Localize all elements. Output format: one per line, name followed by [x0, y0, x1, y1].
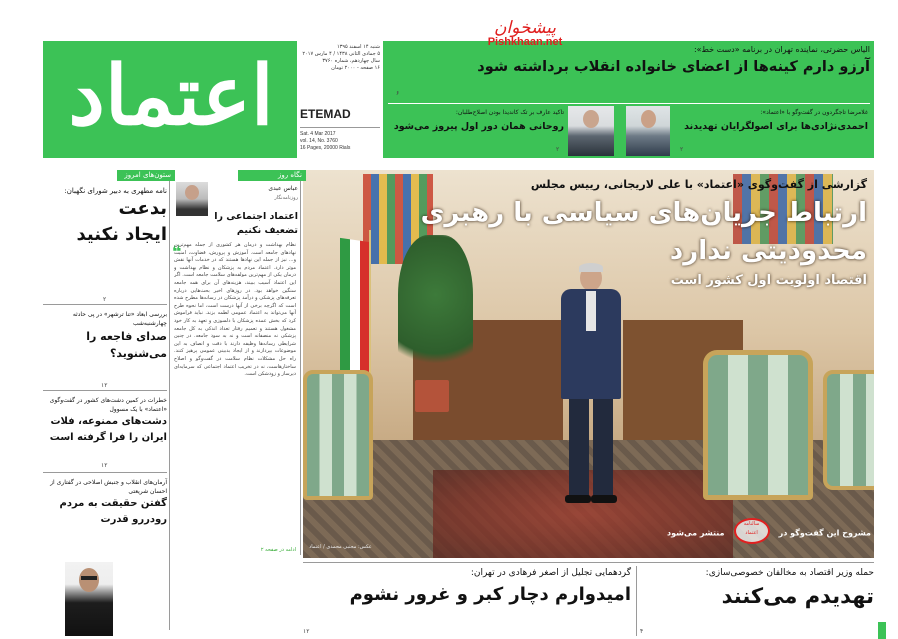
lead-caption	[603, 518, 871, 548]
left-item-4-headline-2: رودررو قدرت	[100, 514, 167, 525]
sub-story-right-headline: احمدی‌نژادی‌ها برای اصولگرایان تهدیدند	[684, 121, 868, 132]
yearbook-stamp	[734, 518, 770, 544]
sub-story-right[interactable]	[620, 104, 870, 156]
left-item-3-headline-1: دشت‌های ممنوعه، فلات	[50, 416, 167, 427]
armchair-left	[303, 370, 373, 500]
date-fa-4: ۱۶ صفحه - ۲۰۰۰ تومان	[331, 65, 380, 71]
lead-sub: اقتصاد اولویت اول کشور است	[670, 273, 867, 288]
opinion-tag: نگاه روز	[238, 170, 306, 181]
logo-text: اعتماد	[68, 48, 274, 144]
author-role: روزنامه‌نگار	[274, 195, 298, 201]
left-divider-1	[43, 304, 167, 305]
sub-story-right-page: ۲	[680, 146, 684, 153]
left-item-2[interactable]	[43, 310, 167, 380]
left-item-1-page: ۲	[103, 296, 107, 303]
left-item-1-headline-2: ایجاد نکنید	[76, 224, 167, 245]
lead-kicker: گزارشی از گفت‌وگوی «اعتماد» با علی لاریجانی، رییس مجلس	[530, 178, 867, 191]
opinion-column[interactable]	[172, 170, 302, 558]
iran-flag	[340, 238, 370, 382]
newspaper-logo	[48, 36, 294, 156]
top-story-kicker: الیاس حضرتی، نماینده تهران در برنامه «دست خط»:	[693, 45, 870, 54]
watermark-en: Pishkhaan.net	[487, 36, 563, 48]
left-item-2-page: ۱۲	[101, 382, 108, 389]
date-fa-2: ۵ جمادی الثانی ۱۴۳۸ / ۴ مارس ۲۰۱۷	[302, 51, 380, 57]
opinion-headline-1: اعتماد اجتماعی را	[214, 211, 298, 222]
opinion-quote-icon: ❝	[172, 242, 182, 261]
left-column-tag: ستون‌های امروز	[117, 170, 175, 181]
caption-text-2: منتشر می‌شود	[667, 528, 725, 538]
bottom-right-kicker: حمله وزیر اقتصاد به مخالفان خصوصی‌سازی:	[705, 568, 874, 578]
armchair-right	[703, 350, 813, 500]
person-larijani	[553, 265, 629, 505]
left-item-3[interactable]	[43, 396, 167, 466]
bottom-story-mid[interactable]	[303, 566, 631, 636]
lead-story[interactable]	[403, 176, 867, 292]
sub-story-left-kicker: تاکید عارف بر تک کاندیدا بودن اصلاح‌طلبان:	[455, 109, 564, 116]
lead-headline-2: محدودیتی ندارد	[669, 236, 867, 266]
author-name: عباس عبدی	[268, 185, 298, 192]
armchair-far-right	[823, 370, 874, 490]
top-story[interactable]	[388, 44, 870, 98]
sub-story-left-headline: روحانی همان دور اول پیروز می‌شود	[393, 121, 564, 132]
sub-story-left[interactable]	[388, 104, 618, 156]
left-item-4-kicker: آرمان‌های انقلاب و جنبش اصلاحی در گفتاری از احسان شریعتی	[50, 479, 167, 495]
date-en-3: 16 Pages, 20000 Rials	[300, 145, 351, 151]
left-item-3-page: ۱۲	[101, 462, 108, 469]
top-story-headline: آرزو دارم کینه‌ها از اعضای خانواده انقلاب برداشته شود	[477, 59, 870, 75]
top-story-page: ۶	[396, 90, 400, 97]
bottom-story-right[interactable]	[640, 566, 874, 636]
left-item-4[interactable]	[43, 478, 167, 558]
bottom-right-page: ۴	[640, 628, 644, 635]
left-item-1-kicker: نامه مطهری به دبیر شورای نگهبان:	[64, 187, 167, 195]
left-column	[43, 170, 171, 639]
left-item-1[interactable]	[43, 186, 167, 306]
left-item-1-headline-1: بدعت	[118, 198, 167, 219]
left-column-divider	[169, 170, 170, 630]
photo-tajgardoon	[626, 106, 670, 156]
opinion-headline-2: تضعیف نکنیم	[236, 225, 298, 236]
green-corner-marker	[878, 622, 886, 639]
ehsan-shariati-photo	[65, 562, 113, 636]
sub-story-left-page: ۲	[556, 146, 560, 153]
bottom-mid-headline: امیدوارم دچار کبر و غرور نشوم	[349, 584, 631, 605]
stamp-line-2: اعتماد	[745, 530, 758, 536]
sub-story-right-kicker: غلامرضا تاجگردون در گفت‌وگو با «اعتماد»:	[760, 109, 868, 116]
masthead-info	[296, 41, 384, 158]
latin-title: ETEMAD	[300, 107, 351, 121]
left-item-3-kicker: خطرات در کمین دشت‌های کشور در گفت‌وگوی «اعتماد» با یک مسوول	[49, 397, 167, 413]
flower-pot	[415, 380, 449, 412]
bottom-divider	[303, 562, 874, 563]
left-item-4-headline-1: گفتن حقیقت به مردم	[59, 498, 167, 509]
left-item-3-headline-2: ایران را فرا گرفته است	[49, 432, 167, 443]
stamp-line-1: سالنامه	[743, 521, 760, 527]
photo-aref	[568, 106, 614, 156]
left-item-2-headline-1: صدای فاجعه را	[86, 330, 167, 343]
left-item-2-headline-2: می‌شنوید؟	[109, 347, 167, 360]
date-en-2: vol. 14, No. 3760	[300, 138, 338, 144]
left-divider-3	[43, 472, 167, 473]
opinion-divider	[300, 170, 301, 555]
lead-photo[interactable]	[303, 170, 874, 558]
caption-text: مشروح این گفت‌وگو در	[778, 528, 871, 538]
bottom-vdivider	[636, 566, 637, 636]
lead-headline-1: ارتباط جریان‌های سیاسی با رهبری	[420, 198, 867, 228]
bottom-right-headline: تهدیدم می‌کنند	[721, 584, 874, 608]
photo-credit: عکس: مجتبی محمدی / اعتماد	[309, 544, 372, 550]
date-fa-3: سال چهاردهم، شماره ۳۷۶۰	[322, 58, 380, 64]
opinion-continued: ادامه در صفحه ۲	[260, 547, 296, 553]
left-item-2-kicker: بررسی ابعاد «تنا ترشهر» در پی حادثه چهارشنبه‌شب	[72, 311, 167, 327]
opinion-body: نظام بهداشت و درمان هر کشوری از جمله مهم‌ترین نهادهای جامعه است. آموزش و پرورش، قضاوت، امنیت و... نیز از جمله این نهادها هستند که در خدمات آنها نقش موثر دارد. اعتماد مردم به پزشکان و نظام بهداشت و درمان یکی از مهم‌ترین مولفه‌های سلامت جامعه است. اگر این اعتماد آسیب ببیند، هزینه‌های آن برای همه جامعه سنگین خواهد بود. در روزهای اخیر بحث‌هایی درباره تعرفه‌های پزشکی و درآمد پزشکان در رسانه‌ها مطرح شده است که اگرچه برخی از آنها درست است، اما نحوه طرح آنها می‌تواند به اعتماد عمومی لطمه بزند. نباید فراموش کرد که بخش عمده پزشکان با دلسوزی و تعهد به کار خود مشغول هستند و تعمیم رفتار تعداد اندکی به کل جامعه پزشکی نه منصفانه است و نه به سود جامعه. در چنین شرایطی رسانه‌ها وظیفه دارند با دقت و انصاف به این موضوعات بپردازند و از ایجاد بدبینی عمومی پرهیز کنند. راه حل مشکلات نظام سلامت در گفت‌وگو و اصلاح ساختارهاست، نه در تخریب اعتماد اجتماعی که سرمایه‌ای دیرساز و زودشکن است.	[174, 242, 296, 378]
left-divider-2	[43, 390, 167, 391]
watermark-fa: پیشخوان	[494, 18, 556, 38]
date-fa-1: شنبه ۱۴ اسفند ۱۳۹۵	[336, 44, 380, 50]
bottom-mid-kicker: گردهمایی تجلیل از اصغر فرهادی در تهران:	[470, 568, 631, 578]
bottom-mid-page: ۱۲	[303, 628, 310, 635]
date-en-1: Sat. 4 Mar 2017	[300, 131, 336, 137]
